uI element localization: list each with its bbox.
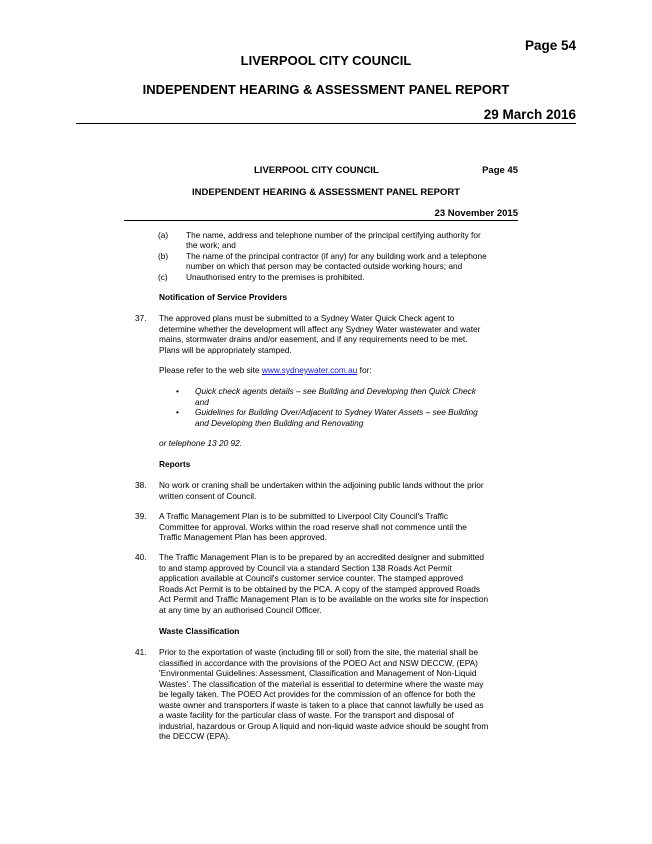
- inner-council-title: LIVERPOOL CITY COUNCIL: [254, 165, 379, 176]
- sub-item-line: Unauthorised entry to the premises is prohibited.: [186, 272, 365, 282]
- bullet-line: and Developing then Building and Renovating: [195, 417, 364, 428]
- condition-number: 38.: [135, 480, 147, 490]
- bullet-dot-icon: •: [176, 386, 179, 396]
- inner-header-rule: [124, 220, 518, 221]
- condition-line: a waste facility for the particular class of waste. For the transport and disposal of: [159, 710, 454, 720]
- sub-item-line: The name of the principal contractor (if any) for any building work and a telephone: [186, 251, 487, 261]
- condition-text: [159, 511, 518, 543]
- sub-item-line: number on which that person may be contacted outside working hours; and: [186, 261, 463, 271]
- bullet-line: Guidelines for Building Over/Adjacent to Sydney Water Assets – see Building: [195, 407, 478, 417]
- inner-report-date: 23 November 2015: [434, 208, 518, 219]
- condition-line: No work or craning shall be undertaken within the adjoining public lands without the prior: [159, 480, 484, 490]
- sub-item-line: the work; and: [186, 240, 236, 250]
- condition-line: the DECCW (EPA).: [159, 731, 231, 741]
- condition-text: [159, 647, 518, 742]
- condition-line: to and stamp approved by Council via a standard Section 138 Roads Act Permit: [159, 562, 452, 573]
- condition-line: Act Permit and Traffic Management Plan is to be available on the works site for inspection: [159, 594, 489, 604]
- outer-page-number: Page 54: [524, 38, 576, 53]
- condition-text: [159, 552, 518, 615]
- condition-text: [159, 313, 518, 355]
- condition-line: A Traffic Management Plan is to be submitted to Liverpool City Council's Traffic: [159, 511, 449, 521]
- sub-item-label: (b): [158, 251, 169, 261]
- condition-line: waste owner and transporters if waste is taken to a place that cannot lawfully be used as: [159, 699, 484, 710]
- inner-report-title: INDEPENDENT HEARING & ASSESSMENT PANEL REPORT: [192, 187, 460, 198]
- telephone-line: or telephone 13 20 92.: [159, 438, 243, 448]
- bullet-line: Quick check agents details – see Building and Developing then Quick Check: [195, 386, 476, 396]
- refer-suffix: for:: [357, 365, 372, 375]
- outer-report-date: 29 March 2016: [483, 107, 576, 122]
- condition-line: The approved plans must be submitted to a Sydney Water Quick Check agent to: [159, 313, 455, 323]
- condition-number: 41.: [135, 647, 147, 657]
- bullet-text: [195, 407, 519, 428]
- condition-line: industrial, hazardous or Group A liquid and non-liquid waste advice should be sought from: [159, 720, 489, 731]
- refer-line: [159, 365, 372, 375]
- condition-line: application available at Council's customer service counter. The stamped approved: [159, 573, 463, 583]
- outer-header-rule: [76, 123, 576, 124]
- condition-line: classified in accordance with the provisions of the POEO Act and NSW DECCW, (EPA): [159, 657, 478, 668]
- condition-line: The Traffic Management Plan is to be prepared by an accredited designer and submitted: [159, 552, 485, 562]
- sydney-water-link[interactable]: www.sydneywater.com.au: [261, 365, 358, 375]
- inner-page-number: Page 45: [482, 165, 518, 176]
- outer-report-title: INDEPENDENT HEARING & ASSESSMENT PANEL REPORT: [142, 82, 510, 97]
- condition-text: [159, 480, 518, 501]
- condition-line: Committee for approval. Works within the road reserve shall not commence until the: [159, 521, 467, 532]
- outer-council-title: LIVERPOOL CITY COUNCIL: [240, 53, 412, 68]
- sub-item-text: [186, 230, 519, 250]
- condition-number: 40.: [135, 552, 147, 562]
- condition-line: 'Environmental Guidelines: Assessment, Classification and Management of Non-Liquid: [159, 668, 477, 678]
- condition-line: determine whether the development will affect any Sydney Water wastewater and water: [159, 323, 481, 334]
- heading-reports: Reports: [159, 459, 191, 469]
- bullet-dot-icon: •: [176, 407, 179, 417]
- condition-line: mains, stormwater drains and/or easement, and if any requirements need to be met.: [159, 334, 468, 344]
- sub-item-label: (a): [158, 230, 169, 240]
- condition-number: 39.: [135, 511, 147, 521]
- sub-item-line: The name, address and telephone number of the principal certifying authority for: [186, 230, 481, 240]
- bullet-text: [195, 386, 519, 407]
- sub-item-text: [186, 251, 519, 271]
- sub-item-text: [186, 272, 519, 282]
- condition-line: Traffic Management Plan has been approved.: [159, 532, 327, 542]
- refer-prefix: Please refer to the web site: [159, 365, 262, 375]
- condition-line: be legally taken. The POEO Act provides for the commission of an offence for both the: [159, 689, 476, 699]
- bullet-line: and: [195, 396, 209, 407]
- condition-line: written consent of Council.: [159, 490, 257, 501]
- condition-line: at any time by an authorised Council Officer.: [159, 604, 322, 615]
- heading-waste-classification: Waste Classification: [159, 626, 240, 636]
- condition-line: Prior to the exportation of waste (including fill or soil) from the site, the material shall be: [159, 647, 479, 657]
- condition-line: Roads Act Permit is to be obtained by the PCA. A copy of the stamped approved Roads: [159, 583, 481, 594]
- sub-item-label: (c): [158, 272, 168, 282]
- heading-service-providers: Notification of Service Providers: [159, 292, 288, 302]
- condition-line: Wastes'. The classification of the material is essential to determine where the waste may: [159, 678, 484, 689]
- condition-number: 37.: [135, 313, 147, 323]
- condition-line: Plans will be appropriately stamped.: [159, 344, 292, 355]
